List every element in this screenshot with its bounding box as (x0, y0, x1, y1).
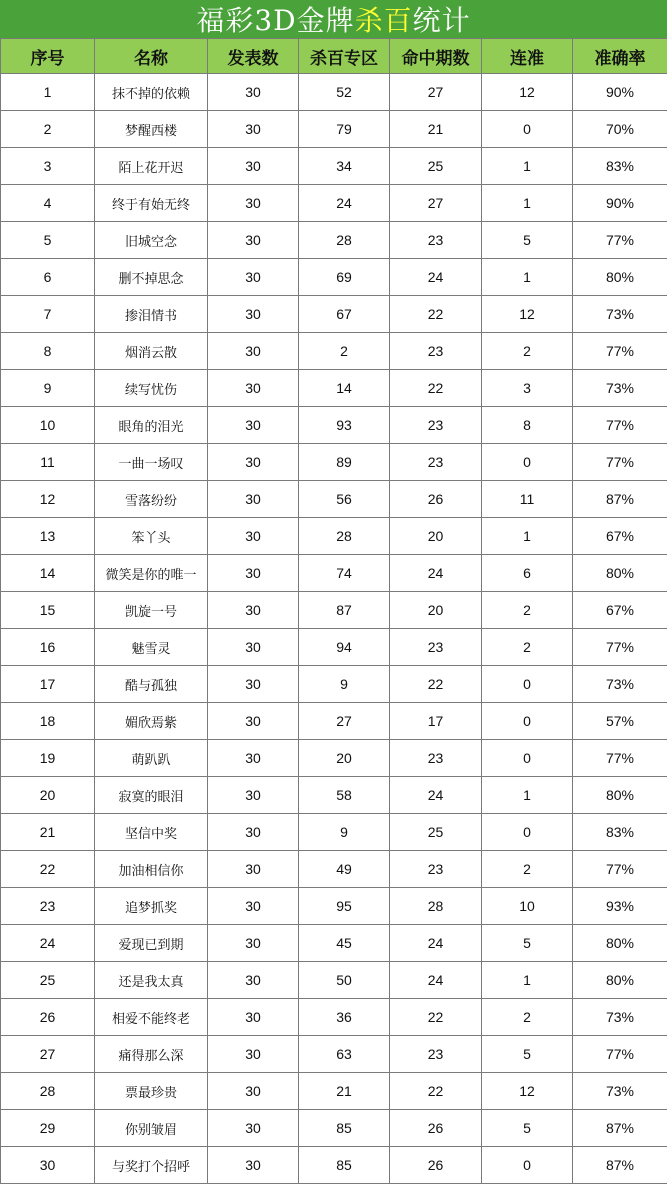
cell-hits: 23 (390, 1036, 482, 1073)
cell-published: 30 (208, 148, 299, 185)
cell-accuracy: 77% (573, 740, 667, 777)
cell-hits: 22 (390, 296, 482, 333)
cell-published: 30 (208, 1036, 299, 1073)
cell-index: 17 (1, 666, 95, 703)
cell-name: 陌上花开迟 (95, 148, 208, 185)
cell-kill-hundred: 24 (299, 185, 390, 222)
cell-index: 24 (1, 925, 95, 962)
cell-hits: 22 (390, 370, 482, 407)
cell-kill-hundred: 85 (299, 1147, 390, 1184)
cell-accuracy: 73% (573, 1073, 667, 1110)
cell-accuracy: 70% (573, 111, 667, 148)
table-row (1, 777, 667, 814)
cell-streak: 5 (482, 222, 573, 259)
cell-index: 6 (1, 259, 95, 296)
cell-published: 30 (208, 592, 299, 629)
cell-accuracy: 80% (573, 777, 667, 814)
cell-streak: 2 (482, 592, 573, 629)
cell-hits: 20 (390, 592, 482, 629)
cell-hits: 24 (390, 777, 482, 814)
cell-published: 30 (208, 370, 299, 407)
cell-name: 旧城空念 (95, 222, 208, 259)
stats-table (0, 38, 667, 1184)
cell-published: 30 (208, 444, 299, 481)
cell-hits: 26 (390, 481, 482, 518)
cell-name: 一曲一场叹 (95, 444, 208, 481)
cell-streak: 1 (482, 259, 573, 296)
cell-accuracy: 80% (573, 259, 667, 296)
cell-streak: 0 (482, 111, 573, 148)
cell-name: 萌趴趴 (95, 740, 208, 777)
table-row (1, 444, 667, 481)
cell-published: 30 (208, 888, 299, 925)
cell-published: 30 (208, 629, 299, 666)
cell-hits: 23 (390, 629, 482, 666)
cell-accuracy: 80% (573, 555, 667, 592)
cell-streak: 0 (482, 444, 573, 481)
cell-index: 8 (1, 333, 95, 370)
cell-hits: 24 (390, 259, 482, 296)
cell-published: 30 (208, 74, 299, 111)
cell-name: 爱现已到期 (95, 925, 208, 962)
cell-streak: 0 (482, 703, 573, 740)
cell-published: 30 (208, 407, 299, 444)
table-row (1, 740, 667, 777)
cell-published: 30 (208, 925, 299, 962)
table-body (1, 74, 667, 1184)
cell-published: 30 (208, 814, 299, 851)
table-row (1, 481, 667, 518)
cell-accuracy: 57% (573, 703, 667, 740)
cell-kill-hundred: 28 (299, 518, 390, 555)
cell-name: 寂寞的眼泪 (95, 777, 208, 814)
cell-index: 29 (1, 1110, 95, 1147)
cell-streak: 2 (482, 629, 573, 666)
cell-published: 30 (208, 1073, 299, 1110)
cell-index: 14 (1, 555, 95, 592)
cell-published: 30 (208, 777, 299, 814)
cell-kill-hundred: 49 (299, 851, 390, 888)
cell-published: 30 (208, 666, 299, 703)
cell-kill-hundred: 69 (299, 259, 390, 296)
table-row (1, 1110, 667, 1147)
cell-name: 酷与孤独 (95, 666, 208, 703)
table-row (1, 629, 667, 666)
cell-hits: 27 (390, 185, 482, 222)
cell-accuracy: 90% (573, 74, 667, 111)
cell-name: 魅雪灵 (95, 629, 208, 666)
cell-index: 20 (1, 777, 95, 814)
cell-kill-hundred: 21 (299, 1073, 390, 1110)
cell-kill-hundred: 52 (299, 74, 390, 111)
cell-name: 还是我太真 (95, 962, 208, 999)
cell-index: 25 (1, 962, 95, 999)
cell-name: 媚欣焉紫 (95, 703, 208, 740)
cell-index: 30 (1, 1147, 95, 1184)
header-hits: 命中期数 (390, 39, 482, 74)
table-row (1, 555, 667, 592)
cell-kill-hundred: 9 (299, 666, 390, 703)
cell-accuracy: 83% (573, 814, 667, 851)
cell-published: 30 (208, 222, 299, 259)
cell-index: 4 (1, 185, 95, 222)
cell-hits: 26 (390, 1147, 482, 1184)
cell-accuracy: 90% (573, 185, 667, 222)
cell-index: 7 (1, 296, 95, 333)
title-text-end: 统计 (413, 0, 471, 39)
cell-accuracy: 73% (573, 296, 667, 333)
cell-kill-hundred: 45 (299, 925, 390, 962)
cell-streak: 0 (482, 814, 573, 851)
cell-accuracy: 67% (573, 592, 667, 629)
cell-streak: 1 (482, 185, 573, 222)
cell-published: 30 (208, 740, 299, 777)
cell-accuracy: 87% (573, 1147, 667, 1184)
cell-name: 加油相信你 (95, 851, 208, 888)
cell-index: 12 (1, 481, 95, 518)
cell-published: 30 (208, 518, 299, 555)
cell-published: 30 (208, 481, 299, 518)
cell-streak: 12 (482, 1073, 573, 1110)
table-row (1, 703, 667, 740)
cell-accuracy: 77% (573, 407, 667, 444)
cell-index: 2 (1, 111, 95, 148)
cell-index: 19 (1, 740, 95, 777)
header-index: 序号 (1, 39, 95, 74)
cell-kill-hundred: 58 (299, 777, 390, 814)
cell-published: 30 (208, 851, 299, 888)
cell-streak: 2 (482, 333, 573, 370)
title-text: 福彩3D金牌 (196, 0, 354, 39)
cell-published: 30 (208, 703, 299, 740)
cell-name: 删不掉思念 (95, 259, 208, 296)
cell-streak: 10 (482, 888, 573, 925)
cell-name: 雪落纷纷 (95, 481, 208, 518)
table-row (1, 296, 667, 333)
cell-accuracy: 80% (573, 962, 667, 999)
cell-published: 30 (208, 1147, 299, 1184)
cell-kill-hundred: 95 (299, 888, 390, 925)
table-row (1, 999, 667, 1036)
table-row (1, 333, 667, 370)
cell-index: 23 (1, 888, 95, 925)
cell-index: 11 (1, 444, 95, 481)
title-highlight: 杀百 (355, 0, 413, 39)
cell-hits: 20 (390, 518, 482, 555)
cell-kill-hundred: 63 (299, 1036, 390, 1073)
cell-hits: 22 (390, 1073, 482, 1110)
cell-name: 终于有始无终 (95, 185, 208, 222)
cell-streak: 1 (482, 962, 573, 999)
table-row (1, 592, 667, 629)
header-name: 名称 (95, 39, 208, 74)
cell-kill-hundred: 20 (299, 740, 390, 777)
cell-hits: 24 (390, 925, 482, 962)
table-row (1, 259, 667, 296)
cell-hits: 17 (390, 703, 482, 740)
cell-published: 30 (208, 296, 299, 333)
cell-name: 掺泪情书 (95, 296, 208, 333)
cell-streak: 5 (482, 925, 573, 962)
table-row (1, 74, 667, 111)
table-row (1, 666, 667, 703)
cell-index: 22 (1, 851, 95, 888)
cell-published: 30 (208, 111, 299, 148)
table-row (1, 370, 667, 407)
cell-name: 梦醒西楼 (95, 111, 208, 148)
cell-published: 30 (208, 1110, 299, 1147)
table-row (1, 185, 667, 222)
cell-streak: 8 (482, 407, 573, 444)
cell-kill-hundred: 9 (299, 814, 390, 851)
cell-hits: 24 (390, 962, 482, 999)
table-row (1, 222, 667, 259)
table-row (1, 962, 667, 999)
cell-name: 眼角的泪光 (95, 407, 208, 444)
header-row (1, 39, 667, 74)
cell-index: 21 (1, 814, 95, 851)
page-title (0, 0, 667, 38)
cell-index: 1 (1, 74, 95, 111)
cell-index: 3 (1, 148, 95, 185)
cell-accuracy: 77% (573, 444, 667, 481)
cell-accuracy: 93% (573, 888, 667, 925)
cell-accuracy: 73% (573, 370, 667, 407)
cell-hits: 23 (390, 333, 482, 370)
table-row (1, 1036, 667, 1073)
cell-published: 30 (208, 999, 299, 1036)
cell-accuracy: 87% (573, 1110, 667, 1147)
table-row (1, 1147, 667, 1184)
cell-name: 笨丫头 (95, 518, 208, 555)
cell-published: 30 (208, 185, 299, 222)
cell-hits: 28 (390, 888, 482, 925)
cell-kill-hundred: 50 (299, 962, 390, 999)
cell-kill-hundred: 36 (299, 999, 390, 1036)
cell-published: 30 (208, 333, 299, 370)
cell-streak: 0 (482, 740, 573, 777)
cell-kill-hundred: 56 (299, 481, 390, 518)
cell-accuracy: 73% (573, 666, 667, 703)
cell-accuracy: 77% (573, 222, 667, 259)
cell-kill-hundred: 27 (299, 703, 390, 740)
cell-accuracy: 67% (573, 518, 667, 555)
cell-streak: 2 (482, 851, 573, 888)
cell-name: 续写忧伤 (95, 370, 208, 407)
cell-hits: 23 (390, 851, 482, 888)
cell-name: 追梦抓奖 (95, 888, 208, 925)
header-accuracy: 准确率 (573, 39, 667, 74)
table-row (1, 851, 667, 888)
header-kill-hundred: 杀百专区 (299, 39, 390, 74)
cell-accuracy: 87% (573, 481, 667, 518)
cell-streak: 11 (482, 481, 573, 518)
cell-hits: 23 (390, 444, 482, 481)
cell-name: 你别皱眉 (95, 1110, 208, 1147)
cell-name: 痛得那么深 (95, 1036, 208, 1073)
table-row (1, 814, 667, 851)
cell-name: 凯旋一号 (95, 592, 208, 629)
cell-name: 烟消云散 (95, 333, 208, 370)
cell-accuracy: 83% (573, 148, 667, 185)
cell-name: 微笑是你的唯一 (95, 555, 208, 592)
cell-name: 坚信中奖 (95, 814, 208, 851)
cell-kill-hundred: 94 (299, 629, 390, 666)
table-row (1, 925, 667, 962)
cell-index: 9 (1, 370, 95, 407)
table-row (1, 407, 667, 444)
cell-published: 30 (208, 259, 299, 296)
header-streak: 连准 (482, 39, 573, 74)
cell-kill-hundred: 34 (299, 148, 390, 185)
cell-index: 15 (1, 592, 95, 629)
table-row (1, 111, 667, 148)
cell-streak: 3 (482, 370, 573, 407)
cell-streak: 12 (482, 296, 573, 333)
cell-hits: 23 (390, 407, 482, 444)
cell-index: 28 (1, 1073, 95, 1110)
cell-accuracy: 77% (573, 1036, 667, 1073)
cell-hits: 24 (390, 555, 482, 592)
cell-index: 27 (1, 1036, 95, 1073)
cell-streak: 5 (482, 1110, 573, 1147)
cell-hits: 26 (390, 1110, 482, 1147)
cell-published: 30 (208, 962, 299, 999)
cell-streak: 0 (482, 666, 573, 703)
cell-kill-hundred: 93 (299, 407, 390, 444)
table-row (1, 1073, 667, 1110)
cell-kill-hundred: 14 (299, 370, 390, 407)
cell-accuracy: 77% (573, 851, 667, 888)
header-published: 发表数 (208, 39, 299, 74)
cell-hits: 22 (390, 666, 482, 703)
cell-streak: 1 (482, 518, 573, 555)
cell-streak: 1 (482, 777, 573, 814)
cell-kill-hundred: 28 (299, 222, 390, 259)
cell-index: 13 (1, 518, 95, 555)
cell-kill-hundred: 87 (299, 592, 390, 629)
cell-accuracy: 77% (573, 333, 667, 370)
cell-kill-hundred: 89 (299, 444, 390, 481)
cell-kill-hundred: 74 (299, 555, 390, 592)
cell-name: 票最珍贵 (95, 1073, 208, 1110)
cell-name: 抹不掉的依赖 (95, 74, 208, 111)
table-row (1, 518, 667, 555)
cell-hits: 23 (390, 222, 482, 259)
cell-kill-hundred: 67 (299, 296, 390, 333)
cell-name: 与奖打个招呼 (95, 1147, 208, 1184)
cell-accuracy: 73% (573, 999, 667, 1036)
table-row (1, 148, 667, 185)
cell-streak: 1 (482, 148, 573, 185)
cell-hits: 25 (390, 148, 482, 185)
cell-streak: 12 (482, 74, 573, 111)
cell-kill-hundred: 79 (299, 111, 390, 148)
cell-kill-hundred: 85 (299, 1110, 390, 1147)
cell-hits: 25 (390, 814, 482, 851)
cell-index: 26 (1, 999, 95, 1036)
cell-streak: 5 (482, 1036, 573, 1073)
cell-index: 5 (1, 222, 95, 259)
table-row (1, 888, 667, 925)
cell-streak: 2 (482, 999, 573, 1036)
cell-streak: 6 (482, 555, 573, 592)
cell-published: 30 (208, 555, 299, 592)
cell-kill-hundred: 2 (299, 333, 390, 370)
cell-hits: 22 (390, 999, 482, 1036)
cell-index: 10 (1, 407, 95, 444)
cell-index: 16 (1, 629, 95, 666)
cell-hits: 27 (390, 74, 482, 111)
cell-name: 相爱不能终老 (95, 999, 208, 1036)
cell-index: 18 (1, 703, 95, 740)
cell-hits: 21 (390, 111, 482, 148)
cell-accuracy: 80% (573, 925, 667, 962)
cell-accuracy: 77% (573, 629, 667, 666)
cell-hits: 23 (390, 740, 482, 777)
cell-streak: 0 (482, 1147, 573, 1184)
